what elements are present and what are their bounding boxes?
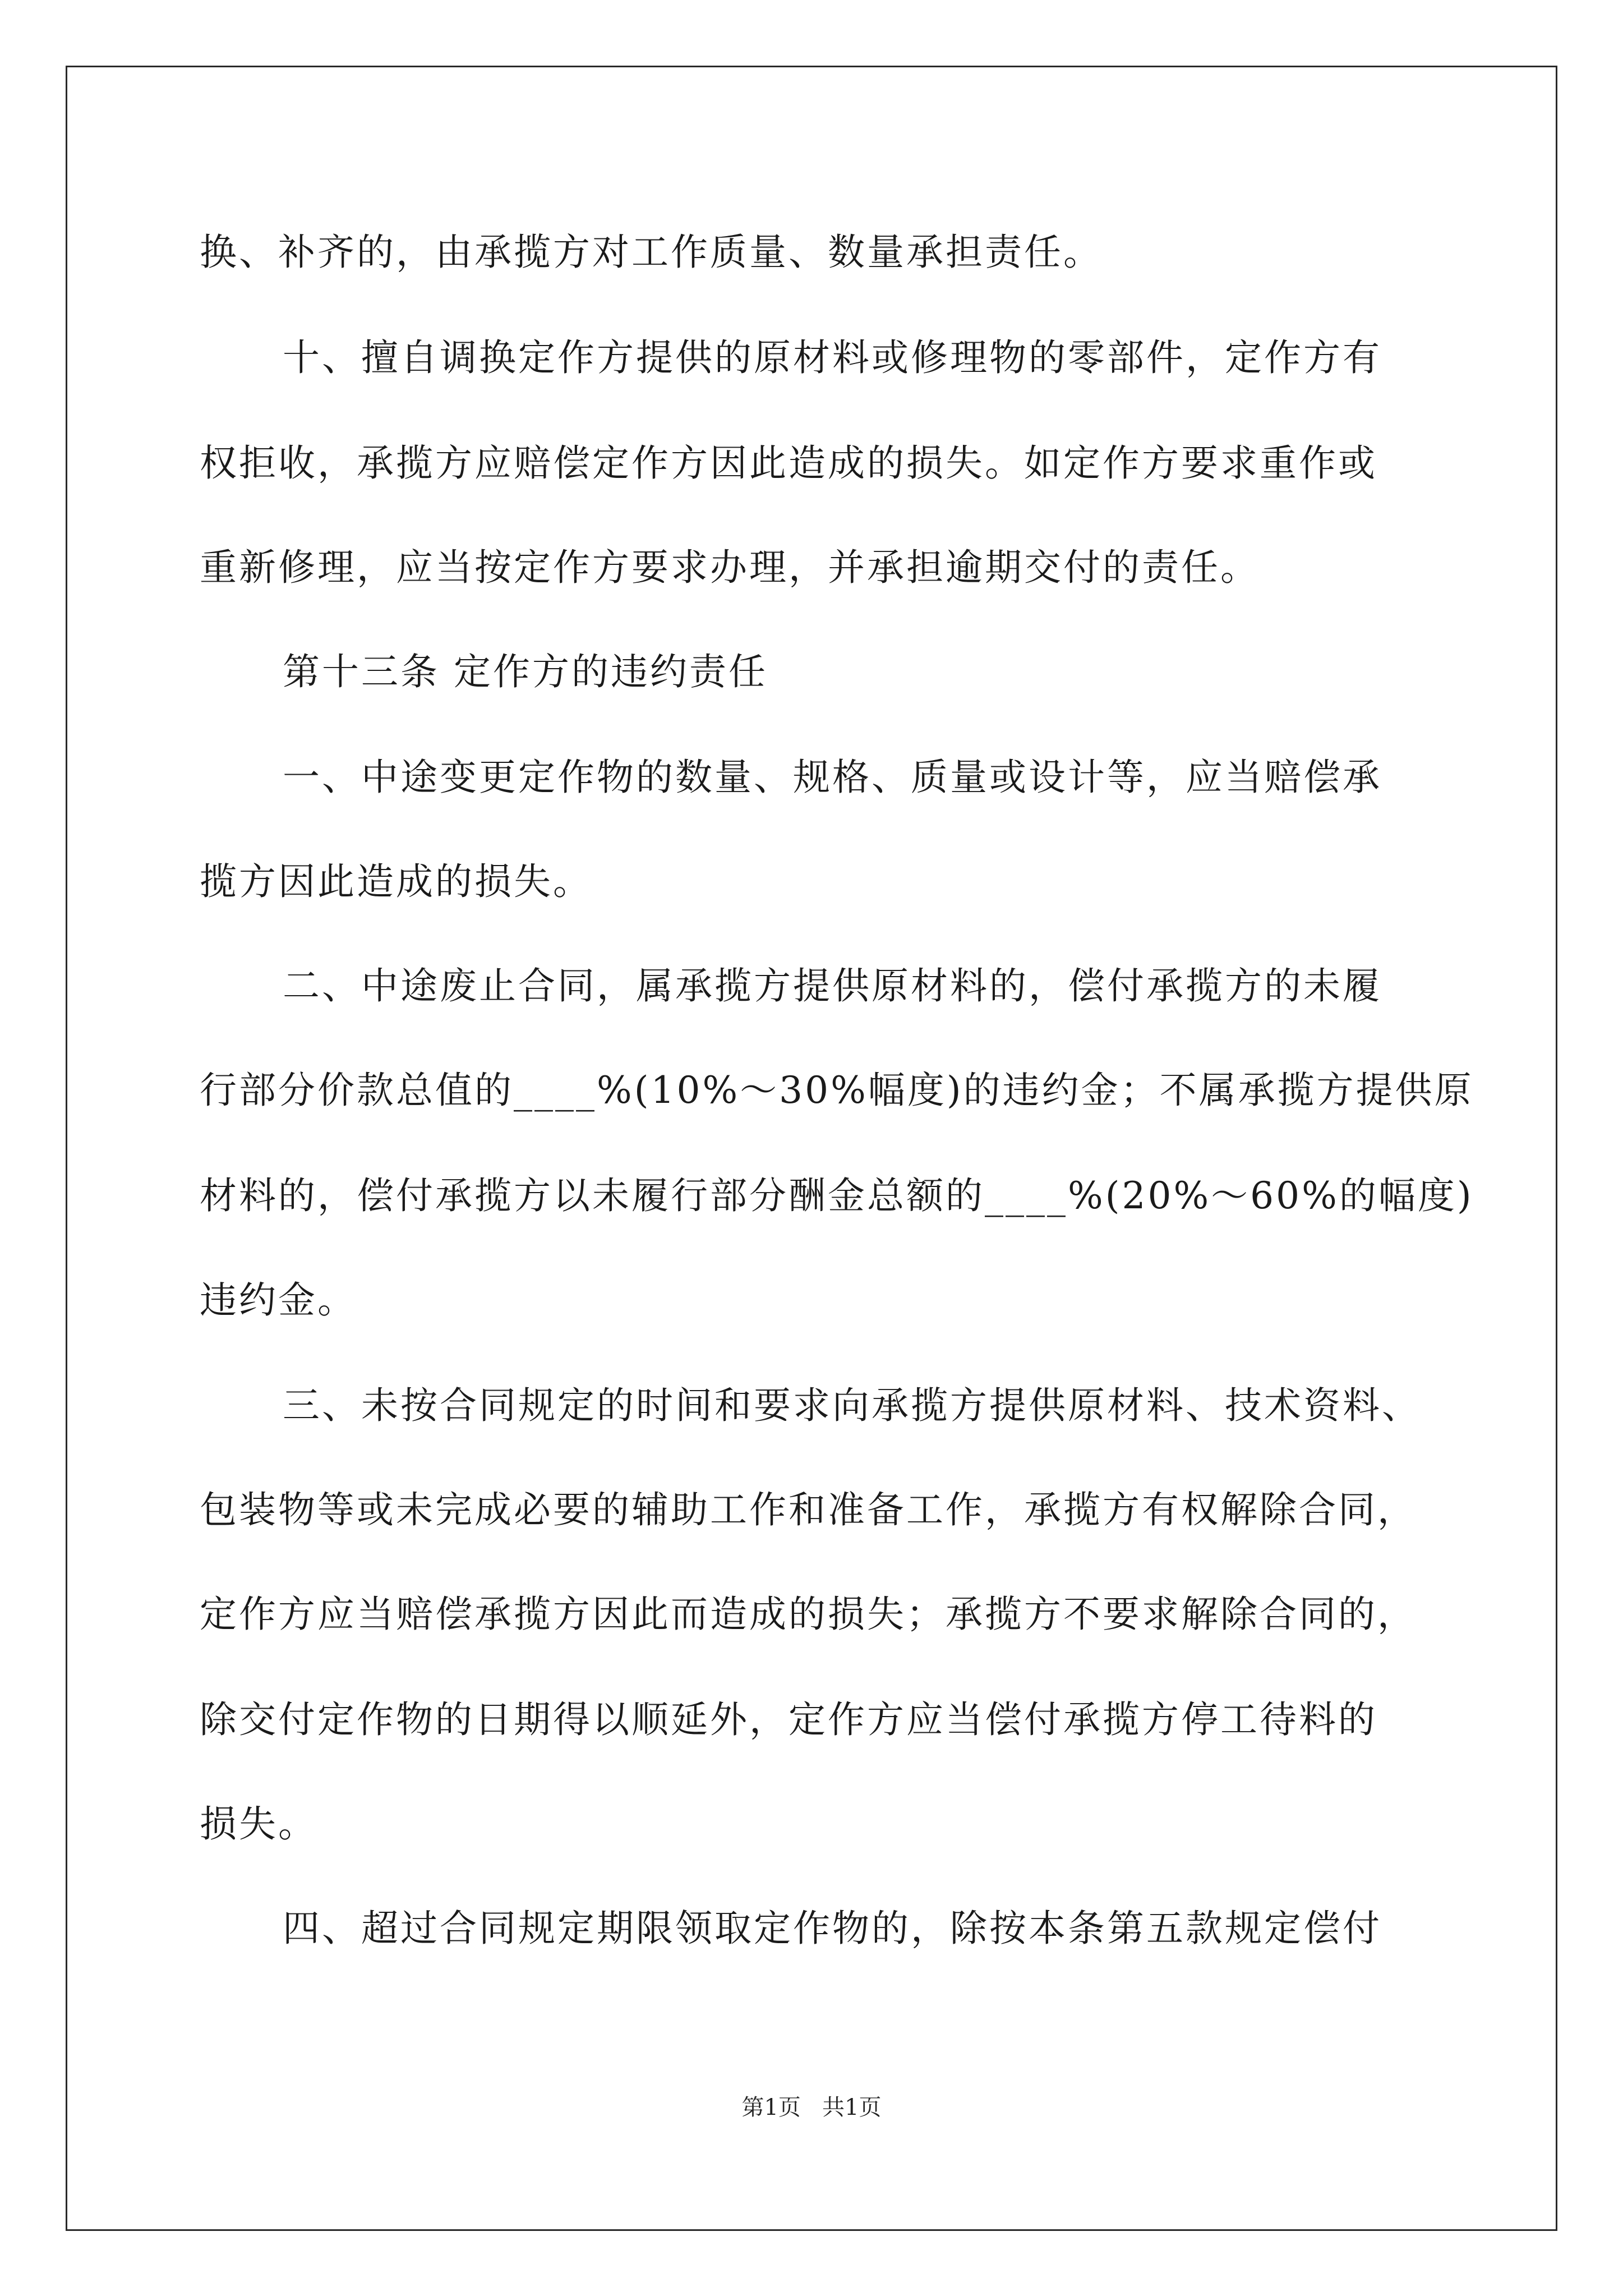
text-line: 定作方应当赔偿承揽方因此而造成的损失；承揽方不要求解除合同的， — [200, 1593, 1417, 1636]
text-line: 二、中途废止合同，属承揽方提供原材料的，偿付承揽方的未履 — [283, 964, 1382, 1007]
text-line: 四、超过合同规定期限领取定作物的，除按本条第五款规定偿付 — [283, 1907, 1382, 1950]
text-line: 权拒收，承揽方应赔偿定作方因此造成的损失。如定作方要求重作或 — [200, 441, 1377, 485]
text-line: 除交付定作物的日期得以顺延外，定作方应当偿付承揽方停工待料的 — [200, 1698, 1377, 1741]
text-line: 揽方因此造成的损失。 — [200, 860, 592, 903]
page-number-footer: 第1页 共1页 — [741, 2095, 882, 2120]
text-line: 材料的，偿付承揽方以未履行部分酬金总额的____%(20%～60%的幅度) — [200, 1174, 1474, 1217]
text-line: 三、未按合同规定的时间和要求向承揽方提供原材料、技术资料、 — [283, 1384, 1421, 1427]
text-line: 行部分价款总值的____%(10%～30%幅度)的违约金；不属承揽方提供原 — [200, 1069, 1474, 1112]
text-line: 违约金。 — [200, 1278, 357, 1322]
text-line: 重新修理，应当按定作方要求办理，并承担逾期交付的责任。 — [200, 546, 1260, 589]
text-line: 十、擅自调换定作方提供的原材料或修理物的零部件，定作方有 — [283, 336, 1382, 379]
text-line: 损失。 — [200, 1802, 317, 1846]
text-line: 一、中途变更定作物的数量、规格、质量或设计等，应当赔偿承 — [283, 756, 1382, 799]
text-line: 包装物等或未完成必要的辅助工作和准备工作，承揽方有权解除合同， — [200, 1488, 1417, 1531]
text-line: 换、补齐的，由承揽方对工作质量、数量承担责任。 — [200, 231, 1103, 274]
section-heading: 第十三条 定作方的违约责任 — [283, 650, 768, 693]
